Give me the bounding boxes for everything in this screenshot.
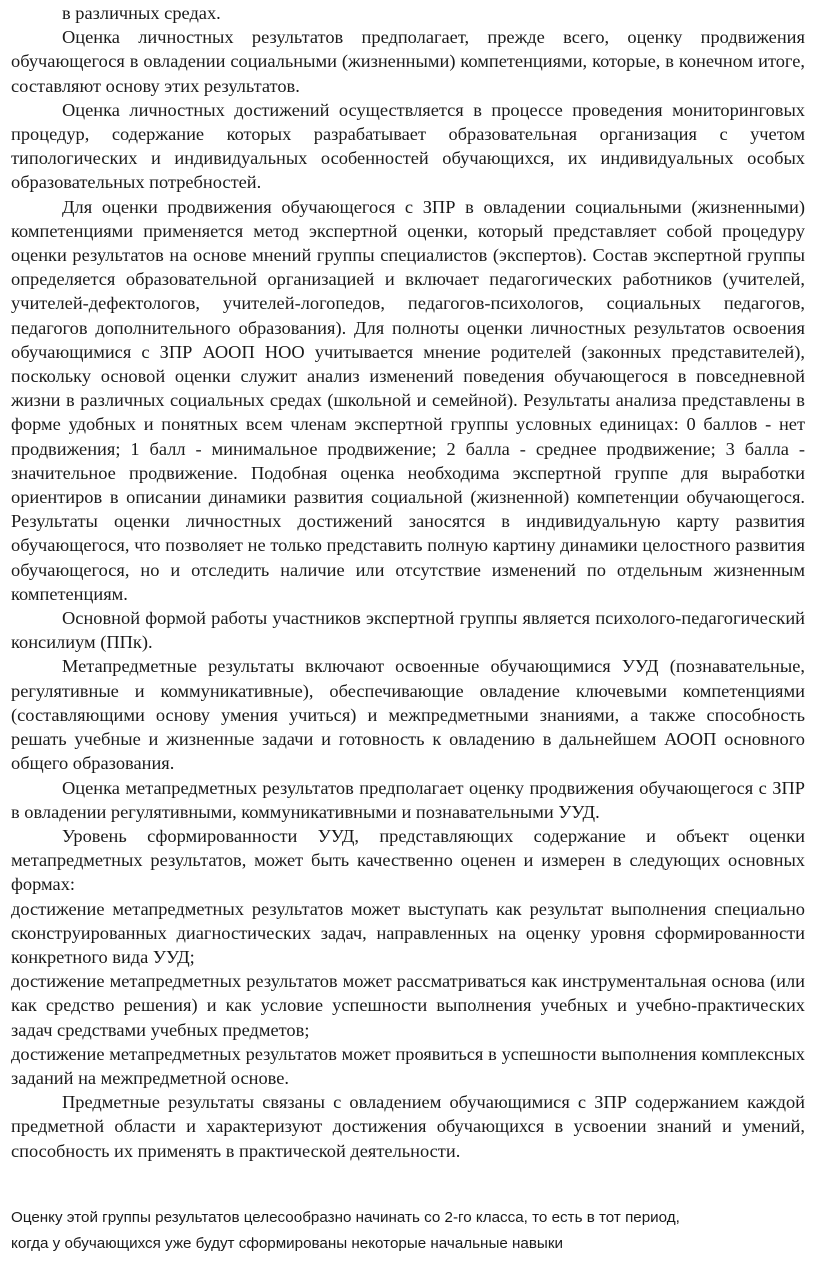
paragraph-ppk: Основной формой работы участников экспертной группы является психолого-педагогический консилиум (ППк). xyxy=(11,608,805,653)
footer-line: Оценку этой группы результатов целесообразно начинать со 2-го класса, то есть в тот период, xyxy=(11,1209,680,1226)
paragraph-uud-level: Уровень сформированности УУД, представляющих содержание и объект оценки метапредметных результатов, может быть качественно оценен и измерен в следующих основных формах: xyxy=(11,825,805,895)
footer-line: когда у обучающихся уже будут сформированы некоторые начальные навыки xyxy=(11,1235,563,1252)
paragraph-personal-achievements: Оценка личностных достижений осуществляется в процессе проведения мониторинговых процедур, содержание которых разрабатывает образовательная организация с учетом типологических и индивидуальных особенностей обучающихся, их индивидуальных особых образовательных потребностей. xyxy=(11,99,805,193)
paragraph-expert-assessment: Для оценки продвижения обучающегося с ЗПР в овладении социальными (жизненными) компетенциями применяется метод экспертной оценки, который представляет собой процедуру оценки результатов на основе мнений группы специалистов (экспертов). Состав экспертной группы определяется образовательной организацией и включает педагогических работников (учителей, учителей-дефектологов, учителей-логопедов, педагогов-психологов, социальных педагогов, педагогов дополнительного образования). Для полноты оценки личностных результатов освоения обучающимися с ЗПР АООП НОО учитывается мнение родителей (законных представителей), поскольку основой оценки служит анализ изменений поведения обучающегося в повседневной жизни в различных социальных средах (школьной и семейной). Результаты анализа представлены в форме удобных и понятных всем членам экспертной группы условных единицах: 0 баллов - нет продвижения; 1 балл - минимальное продвижение; 2 балла - среднее продвижение; 3 балла - значительное продвижение. Подобная оценка необходима экспертной группе для выработки ориентиров в описании динамики развития социальной (жизненной) компетенции обучающегося. Результаты оценки личностных достижений заносятся в индивидуальную карту развития обучающегося, что позволяет не только представить полную картину динамики целостного развития обучающегося, но и отследить наличие или отсутствие изменений по отдельным жизненным компетенциям. xyxy=(11,196,805,604)
paragraph-continuation: в различных средах. xyxy=(62,3,221,23)
list-item-complex-tasks: достижение метапредметных результатов может проявиться в успешности выполнения комплексных заданий на межпредметной основе. xyxy=(11,1043,805,1088)
paragraph-personal-results: Оценка личностных результатов предполагает, прежде всего, оценку продвижения обучающегося в овладении социальными (жизненными) компетенциями, которые, в конечном итоге, составляют основу этих результатов. xyxy=(11,27,805,96)
document-body xyxy=(11,1,805,1163)
footer-note xyxy=(11,1205,805,1257)
list-item-instrumental-basis: достижение метапредметных результатов может рассматриваться как инструментальная основа (или как средство решения) и как условие успешности выполнения учебных и учебно-практических задач средствами учебных предметов; xyxy=(11,971,805,1040)
paragraph-subject-results: Предметные результаты связаны с овладением обучающимися с ЗПР содержанием каждой предметной области и характеризуют достижения обучающихся в усвоении знаний и умений, способность их применять в практической деятельности. xyxy=(11,1092,805,1161)
paragraph-metasubject-assessment: Оценка метапредметных результатов предполагает оценку продвижения обучающегося с ЗПР в овладении регулятивными, коммуникативными и познавательными УУД. xyxy=(11,777,805,822)
list-item-diagnostic-tasks: достижение метапредметных результатов может выступать как результат выполнения специально сконструированных диагностических задач, направленных на оценку уровня сформированности конкретного вида УУД; xyxy=(11,898,805,967)
paragraph-metasubject-results: Метапредметные результаты включают освоенные обучающимися УУД (познавательные, регулятивные и коммуникативные), обеспечивающие овладение ключевыми компетенциями (составляющими основу умения учиться) и межпредметными знаниями, а также способность решать учебные и жизненные задачи и готовность к овладению в дальнейшем АООП основного общего образования. xyxy=(11,656,805,774)
